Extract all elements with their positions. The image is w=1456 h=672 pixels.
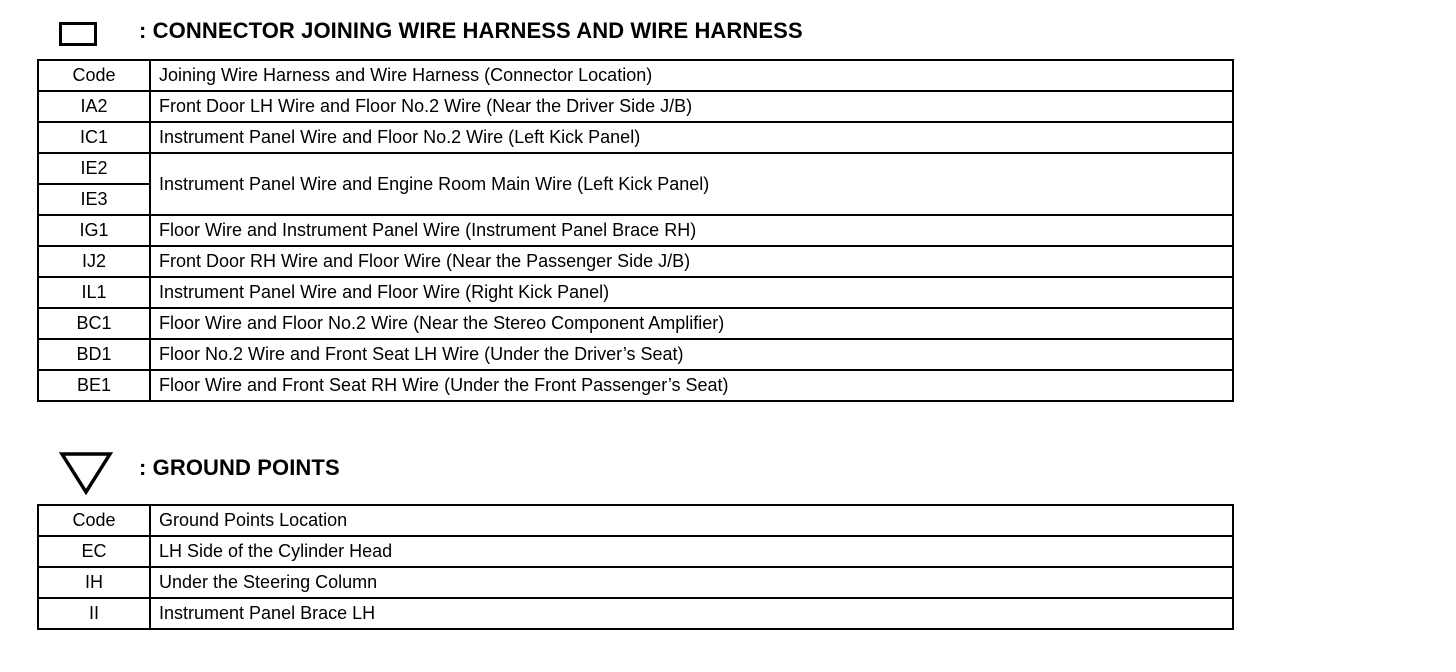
row-description: Front Door LH Wire and Floor No.2 Wire (Near the Driver Side J/B) bbox=[150, 91, 1233, 122]
connector-section-title: : CONNECTOR JOINING WIRE HARNESS AND WIRE HARNESS bbox=[139, 18, 803, 43]
row-description: Floor No.2 Wire and Front Seat LH Wire (Under the Driver’s Seat) bbox=[150, 339, 1233, 370]
ground-section-title: : GROUND POINTS bbox=[139, 455, 340, 480]
connector-rectangle-icon bbox=[59, 22, 97, 46]
table-row bbox=[38, 153, 1233, 184]
table-row bbox=[38, 308, 1233, 339]
table-header-row bbox=[38, 505, 1233, 536]
table-row bbox=[38, 598, 1233, 629]
row-description: Instrument Panel Brace LH bbox=[150, 598, 1233, 629]
row-code: BE1 bbox=[38, 370, 150, 401]
row-code: BC1 bbox=[38, 308, 150, 339]
table-row bbox=[38, 91, 1233, 122]
row-code: II bbox=[38, 598, 150, 629]
table-row bbox=[38, 339, 1233, 370]
code-column-header: Code bbox=[38, 505, 150, 536]
ground-points-table bbox=[37, 504, 1234, 630]
table-row bbox=[38, 536, 1233, 567]
row-code: IC1 bbox=[38, 122, 150, 153]
row-description: Instrument Panel Wire and Floor No.2 Wire (Left Kick Panel) bbox=[150, 122, 1233, 153]
row-code: IH bbox=[38, 567, 150, 598]
row-description: Floor Wire and Floor No.2 Wire (Near the Stereo Component Amplifier) bbox=[150, 308, 1233, 339]
row-description: LH Side of the Cylinder Head bbox=[150, 536, 1233, 567]
row-code: IL1 bbox=[38, 277, 150, 308]
row-code: BD1 bbox=[38, 339, 150, 370]
location-column-header: Joining Wire Harness and Wire Harness (Connector Location) bbox=[150, 60, 1233, 91]
table-header-row bbox=[38, 60, 1233, 91]
row-code: IE3 bbox=[38, 184, 150, 215]
table-row bbox=[38, 122, 1233, 153]
row-code: IA2 bbox=[38, 91, 150, 122]
row-code: IG1 bbox=[38, 215, 150, 246]
location-column-header: Ground Points Location bbox=[150, 505, 1233, 536]
row-code: EC bbox=[38, 536, 150, 567]
row-description: Instrument Panel Wire and Engine Room Main Wire (Left Kick Panel) bbox=[150, 153, 1233, 215]
table-row bbox=[38, 215, 1233, 246]
row-description: Floor Wire and Front Seat RH Wire (Under the Front Passenger’s Seat) bbox=[150, 370, 1233, 401]
table-row bbox=[38, 567, 1233, 598]
code-column-header: Code bbox=[38, 60, 150, 91]
row-description: Under the Steering Column bbox=[150, 567, 1233, 598]
down-triangle-icon bbox=[59, 451, 113, 495]
row-code: IE2 bbox=[38, 153, 150, 184]
table-row bbox=[38, 246, 1233, 277]
row-description: Front Door RH Wire and Floor Wire (Near the Passenger Side J/B) bbox=[150, 246, 1233, 277]
row-description: Floor Wire and Instrument Panel Wire (Instrument Panel Brace RH) bbox=[150, 215, 1233, 246]
table-row bbox=[38, 370, 1233, 401]
table-row bbox=[38, 277, 1233, 308]
connector-table bbox=[37, 59, 1234, 402]
row-description: Instrument Panel Wire and Floor Wire (Right Kick Panel) bbox=[150, 277, 1233, 308]
row-code: IJ2 bbox=[38, 246, 150, 277]
